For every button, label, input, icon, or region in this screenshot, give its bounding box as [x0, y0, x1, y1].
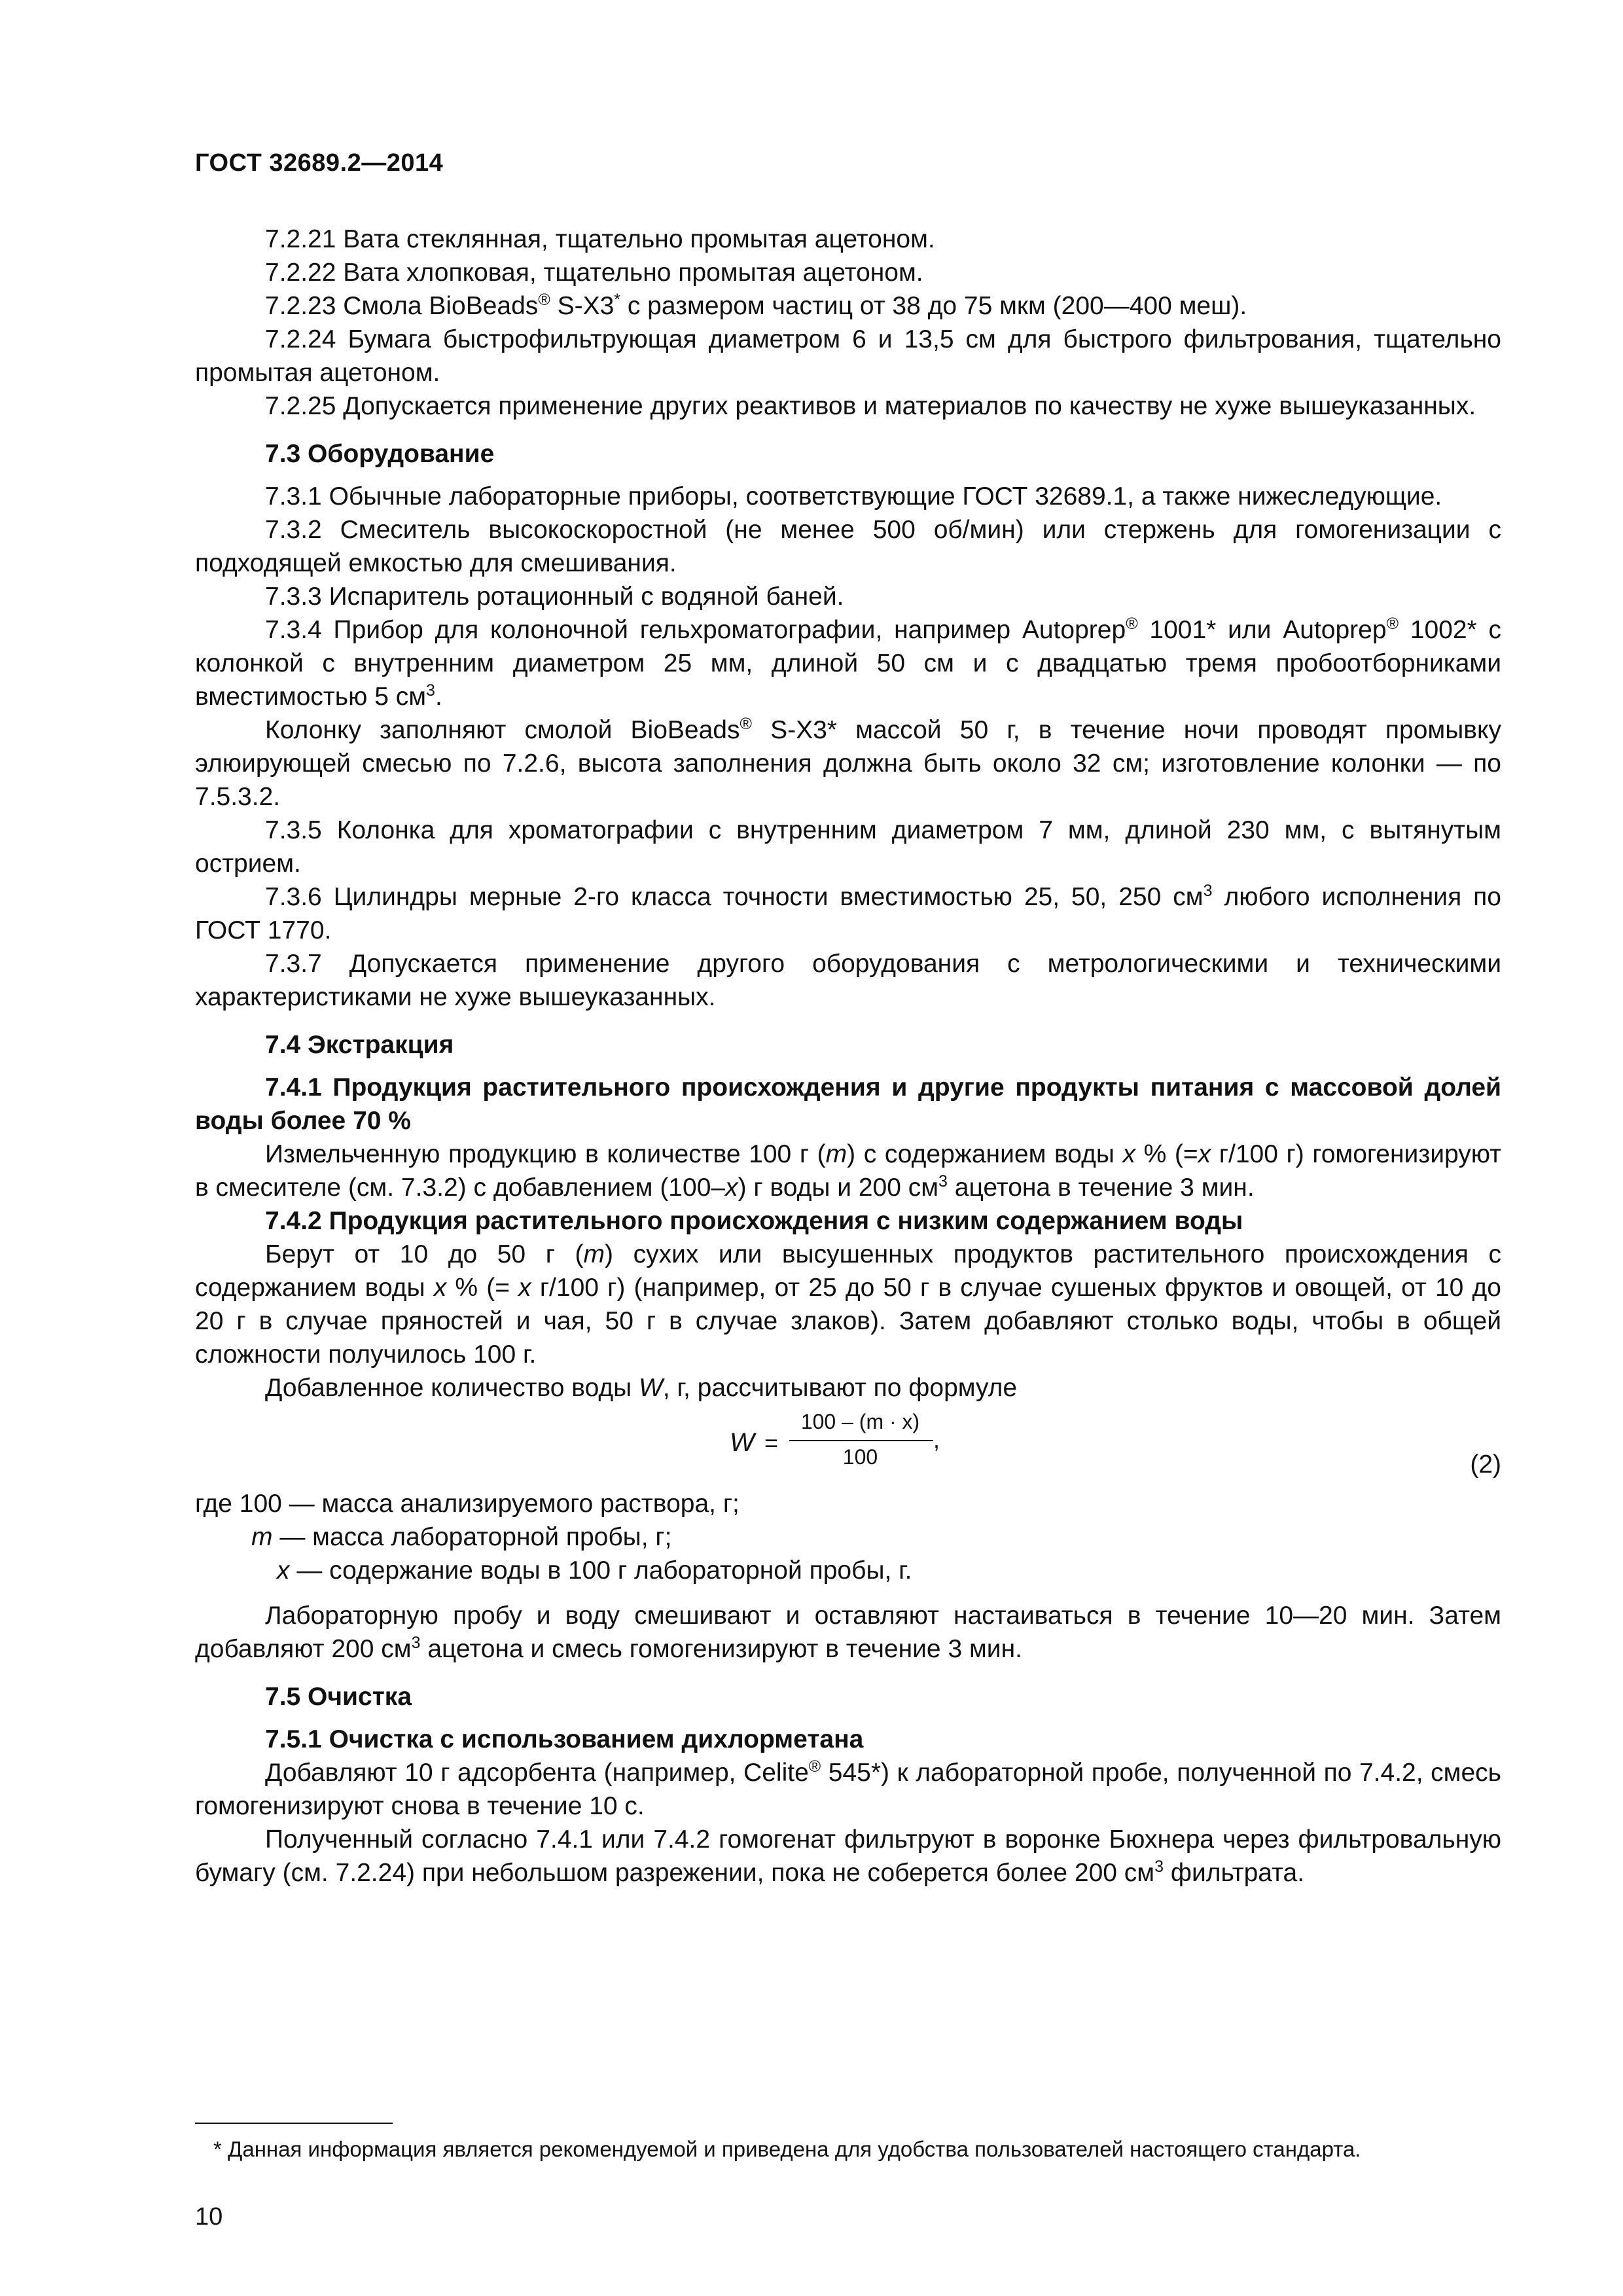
formula-denominator: 100 [842, 1445, 878, 1469]
item-7-2-22: 7.2.22 Вата хлопковая, тщательно промытая ацетоном. [265, 259, 923, 287]
formula-lhs: W [730, 1428, 755, 1457]
formula-legend [195, 1487, 1501, 1587]
item-7-4-1-text: Измельченную продукцию в количестве 100 г (m) с содержанием воды x % (=x г/100 г) гомогенизируют в смесителе (см. 7.3.2) с добавлением (100–x) г воды и 200 $см^3$ ацетона в течение 3 мин. [195, 1140, 1501, 1202]
document-header: ГОСТ 32689.2—2014 [195, 149, 444, 177]
footnote-separator [195, 2123, 393, 2124]
page-number: 10 [195, 2203, 223, 2231]
item-7-3-1: 7.3.1 Обычные лабораторные приборы, соответствующие ГОСТ 32689.1, а также нижеследующие. [265, 482, 1442, 511]
section-7-4-title: 7.4 Экстракция [265, 1031, 454, 1059]
subsection-7-4-2-title: 7.4.2 Продукция растительного происхождения с низким содержанием воды [265, 1207, 1243, 1235]
item-7-2-25: 7.2.25 Допускается применение других реактивов и материалов по качеству не хуже вышеуказанных. [265, 392, 1476, 420]
item-7-4-2-text: Берут от 10 до 50 г (m) сухих или высушенных продуктов растительного происхождения с содержанием воды x % (= x г/100 г) (например, от 25 до 50 г в случае сушеных фруктов и овощей, от 10 до 20 г в случае пряностей и чая, 50 г в случае злаков). Затем добавляют столько воды, чтобы в общей сложности получилось 100 г. [195, 1240, 1502, 1369]
section-7-5-title: 7.5 Очистка [265, 1683, 412, 1711]
formula-number: (2) [1470, 1450, 1501, 1479]
item-7-4-2-water: Добавленное количество воды W, г, рассчитывают по формуле [265, 1374, 1018, 1402]
formula-numerator: 100 – (m · x) [800, 1410, 920, 1433]
legend-line-x: x — содержание воды в 100 г лабораторной пробы, г. [277, 1556, 912, 1585]
item-7-5-1-filtration: Полученный согласно 7.4.1 или 7.4.2 гомогенат фильтруют в воронке Бюхнера через фильтровальную бумагу (см. 7.2.24) при небольшом разрежении, пока не соберется более 200 $см^3$ фильтрата. [195, 1825, 1501, 1887]
item-7-4-2-mix: Лабораторную пробу и воду смешивают и оставляют настаиваться в течение 10—20 мин. Затем добавляют 200 $см^3$ ацетона и смесь гомогенизируют в течение 3 мин. [195, 1602, 1501, 1663]
item-7-3-4-column: Колонку заполняют смолой BioBeads® S-X3* массой 50 г, в течение ночи проводят промывку элюирующей смесью по 7.2.6, высота заполнения должна быть около 32 см; изготовление колонки — по 7.5.3.2. [195, 715, 1501, 811]
legend-line-100: где 100 — масса анализируемого раствора, г; [195, 1490, 740, 1518]
subsection-7-5-1-title: 7.5.1 Очистка с использованием дихлорметана [265, 1725, 864, 1753]
item-7-2-23: 7.2.23 Смола BioBeads® S-X3* с размером частиц от 38 до 75 мкм (200—400 меш). [265, 291, 1247, 320]
document-body [195, 223, 1501, 1890]
formula-comma: , [933, 1426, 940, 1453]
footnote: * Данная информация является рекомендуемой и приведена для удобства пользователей настоящего стандарта. [213, 2137, 1361, 2161]
item-7-3-5: 7.3.5 Колонка для хроматографии с внутренним диаметром 7 мм, длиной 230 мм, с вытянутым острием. [195, 816, 1501, 878]
formula-equals: = [764, 1429, 779, 1456]
item-7-2-21: 7.2.21 Вата стеклянная, тщательно промытая ацетоном. [265, 225, 935, 253]
item-7-3-4: 7.3.4 Прибор для колоночной гельхроматографии, например Autoprep® 1001* или Autoprep® 1002* с колонкой с внутренним диаметром 25 мм, длиной 50 см и с двадцатью тремя пробоотборниками вместимостью 5 $см^3$. [195, 615, 1502, 711]
item-7-3-7: 7.3.7 Допускается применение другого оборудования с метрологическими и техническими характеристиками не хуже вышеуказанных. [195, 950, 1501, 1011]
section-7-3-title: 7.3 Оборудование [265, 440, 495, 468]
item-7-3-3: 7.3.3 Испаритель ротационный с водяной баней. [265, 583, 844, 611]
subsection-7-4-1-title: 7.4.1 Продукция растительного происхождения и другие продукты питания с массовой долей воды более 70 % [195, 1073, 1501, 1135]
formula-fraction-bar [789, 1440, 933, 1441]
item-7-3-6: 7.3.6 Цилиндры мерные 2-го класса точности вместимостью 25, 50, 250 $см^3$ любого исполнения по ГОСТ 1770. [195, 882, 1501, 944]
item-7-5-1-adsorbent: Добавляют 10 г адсорбента (например, Celite® 545*) к лабораторной пробе, полученной по 7.4.2, смесь гомогенизируют снова в течение 10 с. [195, 1757, 1501, 1820]
legend-line-m: m — масса лабораторной пробы, г; [251, 1523, 672, 1551]
item-7-3-2: 7.3.2 Смеситель высокоскоростной (не менее 500 об/мин) или стержень для гомогенизации с подходящей емкостью для смешивания. [195, 516, 1501, 577]
item-7-2-24: 7.2.24 Бумага быстрофильтрующая диаметром 6 и 13,5 см для быстрого фильтрования, тщательно промытая ацетоном. [195, 325, 1501, 387]
formula-2 [195, 1408, 1501, 1484]
